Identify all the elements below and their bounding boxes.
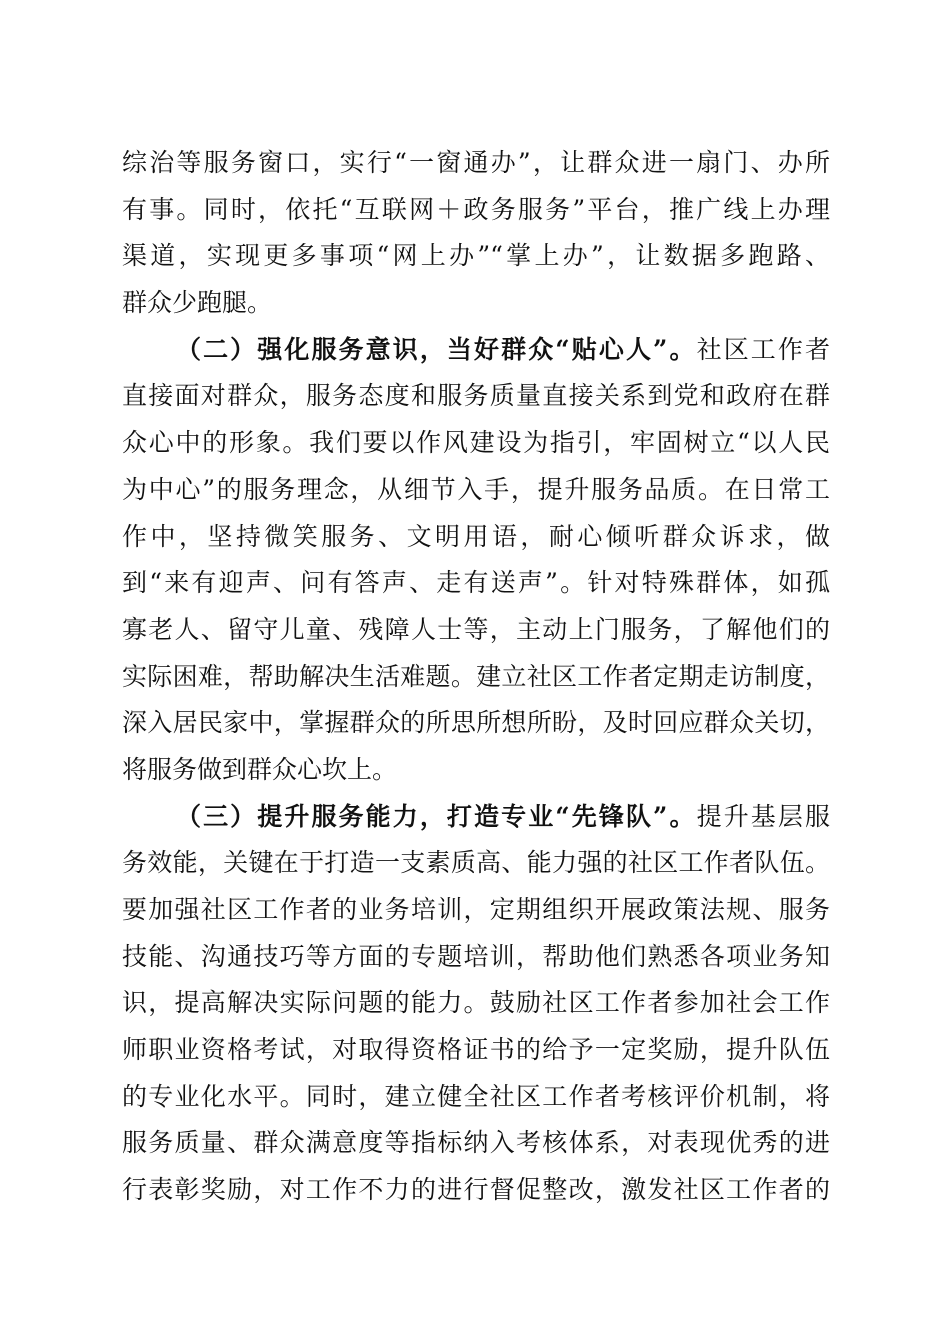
text-line: 群众少跑腿。 — [122, 288, 273, 318]
text-span: 提升基层服 — [696, 801, 830, 831]
text-line: 实际困难，帮助解决生活难题。建立社区工作者定期走访制度， — [122, 661, 830, 691]
text-line: 到“来有迎声、问有答声、走有送声”。针对特殊群体，如孤 — [122, 568, 830, 598]
document-page — [122, 140, 830, 1214]
text-line: 寡老人、留守儿童、残障人士等，主动上门服务，了解他们的 — [122, 614, 830, 644]
text-line: 渠道，实现更多事项“网上办”“掌上办”，让数据多跑路、 — [122, 241, 830, 271]
section-heading: （三）提升服务能力，打造专业“先锋队”。 — [176, 801, 697, 831]
text-line: 众心中的形象。我们要以作风建设为指引，牢固树立“以人民 — [122, 428, 830, 458]
text-line: 有事。同时，依托“互联网＋政务服务”平台，推广线上办理 — [122, 194, 830, 224]
text-line: 为中心”的服务理念，从细节入手，提升服务品质。在日常工 — [122, 474, 830, 504]
text-line: 服务质量、群众满意度等指标纳入考核体系，对表现优秀的进 — [122, 1128, 830, 1158]
text-line: 将服务做到群众心坎上。 — [122, 754, 398, 784]
text-line: 直接面对群众，服务态度和服务质量直接关系到党和政府在群 — [122, 381, 830, 411]
text-line — [122, 794, 830, 841]
text-line: 深入居民家中，掌握群众的所思所想所盼，及时回应群众关切， — [122, 708, 830, 738]
text-line: 技能、沟通技巧等方面的专题培训，帮助他们熟悉各项业务知 — [122, 941, 830, 971]
text-line: 行表彰奖励，对工作不力的进行督促整改，激发社区工作者的 — [122, 1175, 830, 1205]
paragraph-continuation — [122, 140, 830, 327]
paragraph-service-capability — [122, 794, 830, 1214]
text-line — [122, 327, 830, 374]
text-line: 作中，坚持微笑服务、文明用语，耐心倾听群众诉求，做 — [122, 521, 830, 551]
text-span: 社区工作者 — [696, 334, 830, 364]
text-line: 务效能，关键在于打造一支素质高、能力强的社区工作者队伍。 — [122, 848, 830, 878]
text-line: 的专业化水平。同时，建立健全社区工作者考核评价机制，将 — [122, 1081, 830, 1111]
paragraph-service-awareness — [122, 327, 830, 794]
section-heading: （二）强化服务意识，当好群众“贴心人”。 — [176, 334, 697, 364]
text-line: 师职业资格考试，对取得资格证书的给予一定奖励，提升队伍 — [122, 1035, 830, 1065]
text-line: 综治等服务窗口，实行“一窗通办”，让群众进一扇门、办所 — [122, 148, 830, 177]
text-line: 识，提高解决实际问题的能力。鼓励社区工作者参加社会工作 — [122, 988, 830, 1018]
text-line: 要加强社区工作者的业务培训，定期组织开展政策法规、服务 — [122, 895, 830, 924]
